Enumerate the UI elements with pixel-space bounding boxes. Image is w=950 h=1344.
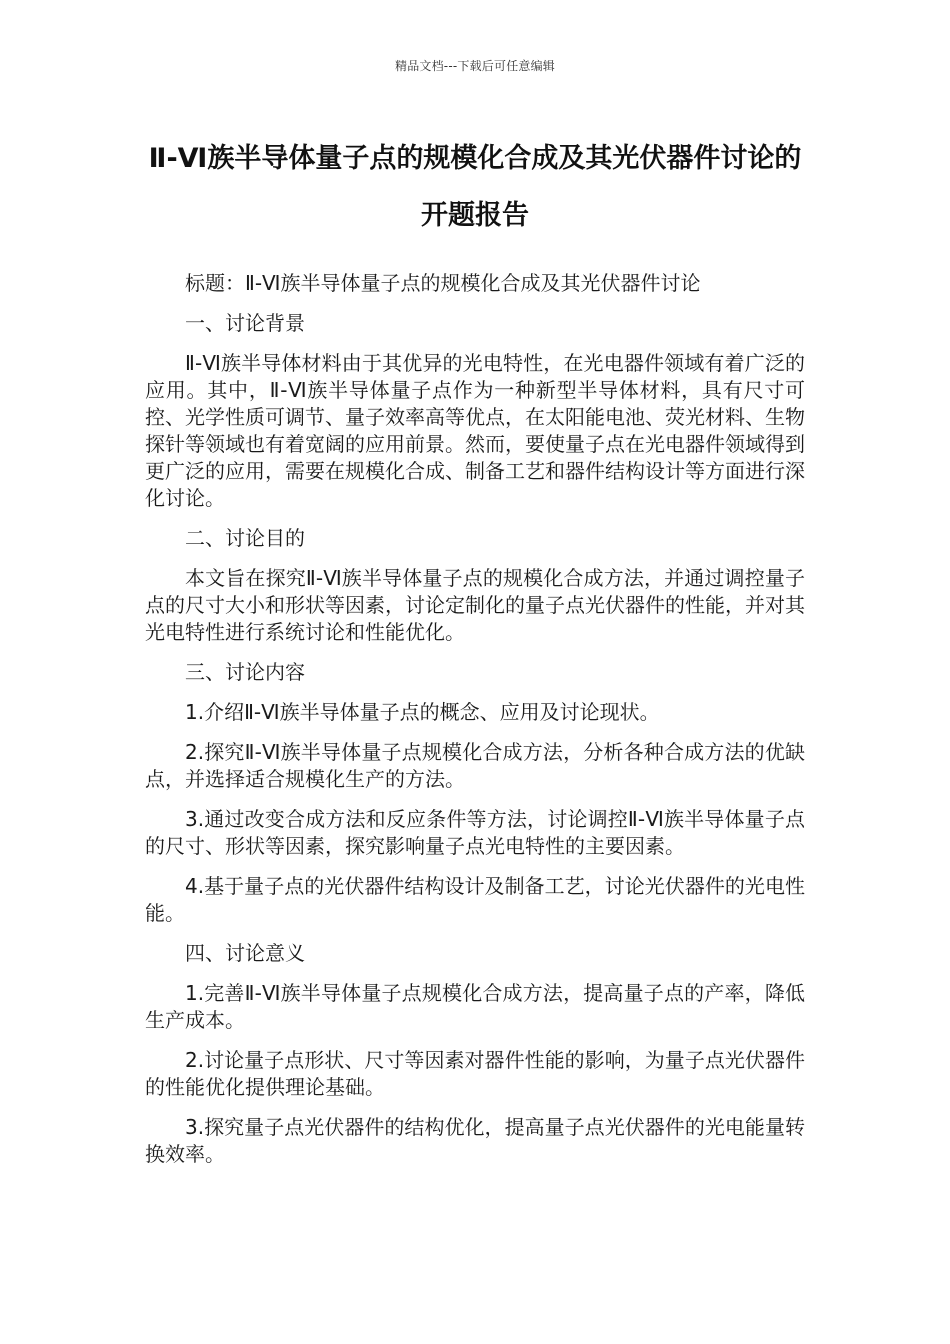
document-body (145, 270, 805, 1181)
content-item-4: 4.基于量子点的光伏器件结构设计及制备工艺，讨论光伏器件的光电性能。 (145, 874, 805, 925)
content-item-2: 2.探究Ⅱ-Ⅵ族半导体量子点规模化合成方法，分析各种合成方法的优缺点，并选择适合规模化生产的方法。 (145, 740, 805, 791)
title-line: 标题：Ⅱ-Ⅵ族半导体量子点的规模化合成及其光伏器件讨论 (185, 271, 701, 295)
paragraph-background: Ⅱ-Ⅵ族半导体材料由于其优异的光电特性，在光电器件领域有着广泛的应用。其中，Ⅱ-Ⅵ族半导体量子点作为一种新型半导体材料，具有尺寸可控、光学性质可调节、量子效率高等优点，在太阳能电池、荧光材料、生物探针等领域也有着宽阔的应用前景。然而，要使量子点在光电器件领域得到更广泛的应用，需要在规模化合成、制备工艺和器件结构设计等方面进行深化讨论。 (145, 351, 805, 510)
section-heading-background: 一、讨论背景 (185, 311, 305, 335)
header-note: 精品文档---下载后可任意编辑 (395, 59, 555, 73)
document-title: Ⅱ-Ⅵ族半导体量子点的规模化合成及其光伏器件讨论的开题报告 (148, 143, 802, 231)
section-heading-purpose: 二、讨论目的 (185, 526, 305, 550)
content-item-3: 3.通过改变合成方法和反应条件等方法，讨论调控Ⅱ-Ⅵ族半导体量子点的尺寸、形状等因素，探究影响量子点光电特性的主要因素。 (145, 807, 805, 858)
paragraph-purpose: 本文旨在探究Ⅱ-Ⅵ族半导体量子点的规模化合成方法，并通过调控量子点的尺寸大小和形状等因素，讨论定制化的量子点光伏器件的性能，并对其光电特性进行系统讨论和性能优化。 (145, 566, 805, 644)
section-heading-content: 三、讨论内容 (185, 660, 305, 684)
content-item-1: 1.介绍Ⅱ-Ⅵ族半导体量子点的概念、应用及讨论现状。 (185, 700, 660, 724)
significance-item-2: 2.讨论量子点形状、尺寸等因素对器件性能的影响，为量子点光伏器件的性能优化提供理论基础。 (145, 1048, 805, 1099)
section-heading-significance: 四、讨论意义 (185, 941, 305, 965)
significance-item-1: 1.完善Ⅱ-Ⅵ族半导体量子点规模化合成方法，提高量子点的产率，降低生产成本。 (145, 981, 805, 1032)
significance-item-3: 3.探究量子点光伏器件的结构优化，提高量子点光伏器件的光电能量转换效率。 (145, 1115, 805, 1166)
